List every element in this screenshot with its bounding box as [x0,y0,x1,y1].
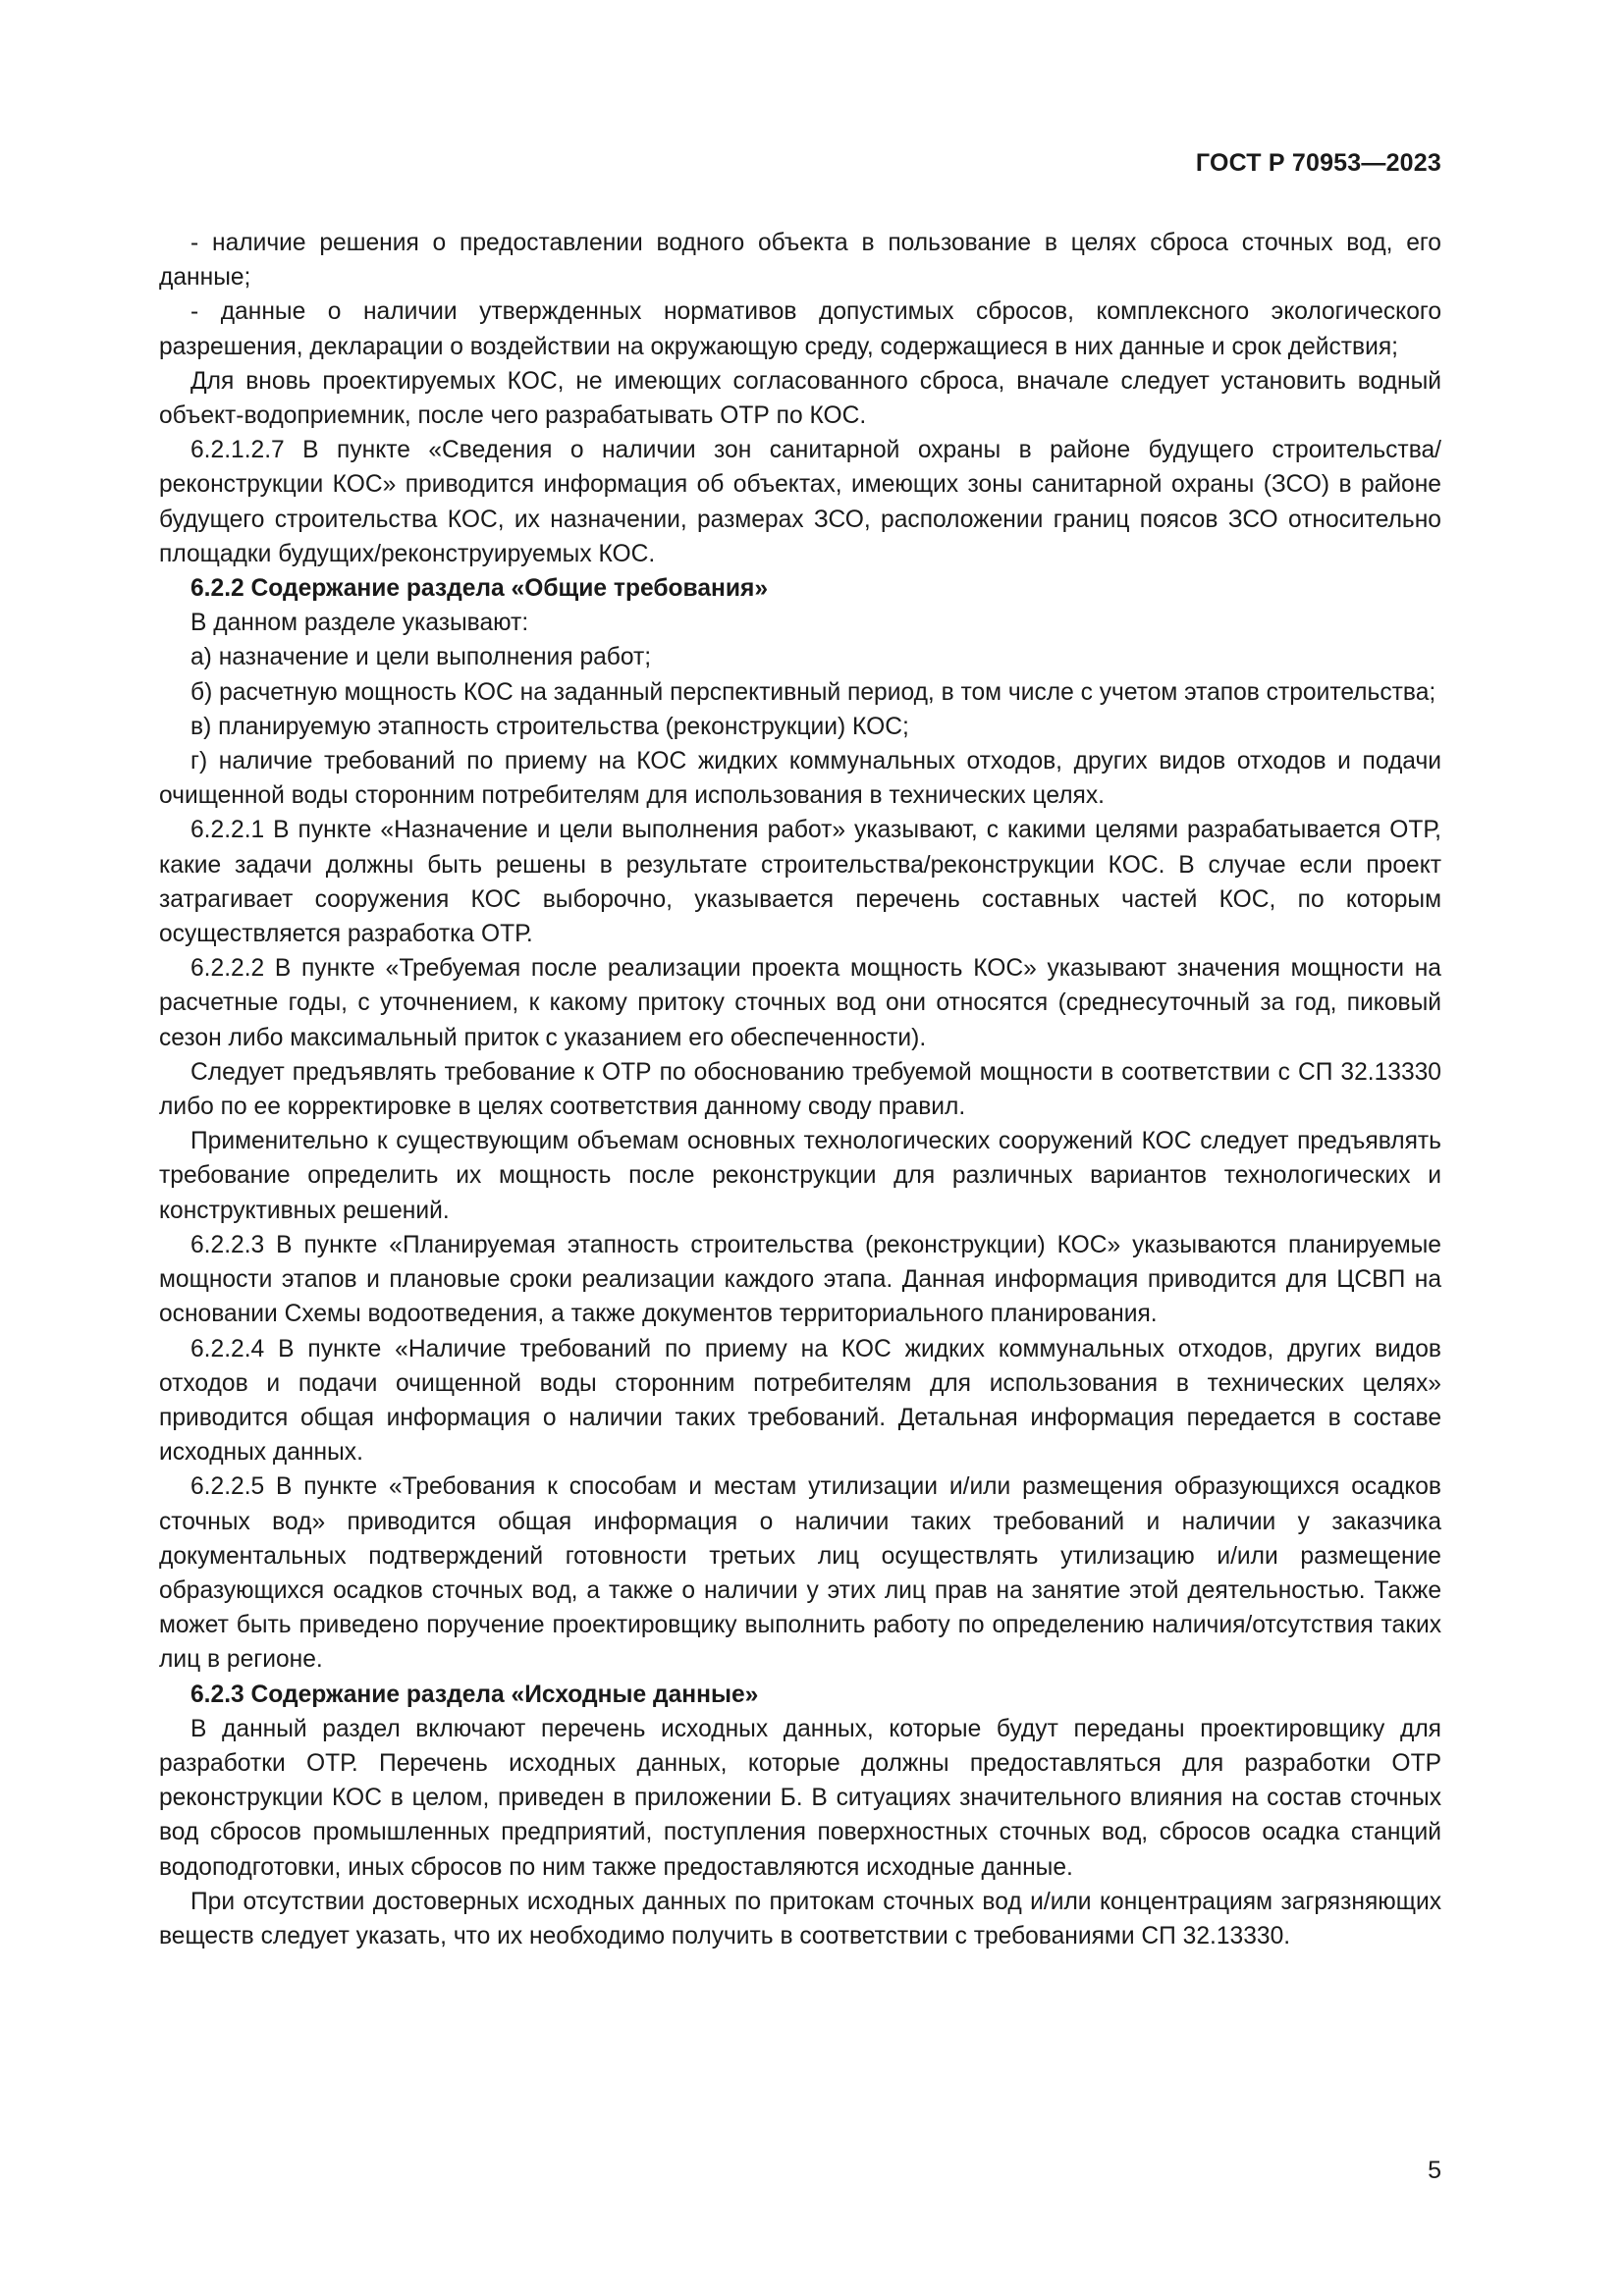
section-heading: 6.2.2 Содержание раздела «Общие требования» [190,575,769,603]
paragraph: 6.2.2.4 В пункте «Наличие требований по приему на КОС жидких коммунальных отходов, других видов отходов и подачи очищенной воды сторонним потребителям для использования в технических целях» приводится общая информация о наличии таких требований. Детальная информация передается в составе исходных данных. [159,1335,1441,1467]
list-item: г) наличие требований по приему на КОС жидких коммунальных отходов, других видов отходов и подачи очищенной воды сторонним потребителям для использования в технических целях. [159,748,1441,810]
paragraph: При отсутствии достоверных исходных данных по притокам сточных вод и/или концентрациям загрязняющих веществ следует указать, что их необходимо получить в соответствии с требованиями СП 32.13330. [159,1888,1441,1949]
paragraph: В данном разделе указывают: [190,610,529,637]
paragraph: 6.2.2.5 В пункте «Требования к способам и местам утилизации и/или размещения образующихся осадков сточных вод» приводится общая информация о наличии таких требований и наличии у заказчика документальных подтверждений готовности третьих лиц осуществлять утилизацию и/или размещение образующихся осадков сточных вод, а также о наличии у этих лиц прав на занятие этой деятельностью. Также может быть приведено поручение проектировщику выполнить работу по определению наличия/отсутствия таких лиц в регионе. [159,1473,1441,1674]
list-item: в) планируемую этапность строительства (реконструкции) КОС; [190,713,909,740]
section-heading: 6.2.3 Содержание раздела «Исходные данные» [190,1681,759,1708]
document-code-header: ГОСТ Р 70953—2023 [1195,149,1441,177]
paragraph: Следует предъявлять требование к ОТР по обоснованию требуемой мощности в соответствии с СП 32.13330 либо по ее корректировке в целях соответствия данному своду правил. [159,1058,1441,1121]
paragraph: - данные о наличии утвержденных нормативов допустимых сбросов, комплексного экологического разрешения, декларации о воздействии на окружающую среду, содержащиеся в них данные и срок действия; [159,298,1441,360]
paragraph: В данный раздел включают перечень исходных данных, которые будут переданы проектировщику для разработки ОТР. Перечень исходных данных, которые должны предоставляться для разработки ОТР реконструкции КОС в целом, приведен в приложении Б. В ситуациях значительного влияния на состав сточных вод сбросов промышленных предприятий, поступления поверхностных сточных вод, сбросов осадка станций водоподготовки, иных сбросов по ним также предоставляются исходные данные. [159,1715,1441,1881]
paragraph: Применительно к существующим объемам основных технологических сооружений КОС следует предъявлять требование определить их мощность после реконструкции для различных вариантов технологических и конструктивных решений. [159,1128,1441,1224]
paragraph: 6.2.2.3 В пункте «Планируемая этапность строительства (реконструкции) КОС» указываются планируемые мощности этапов и плановые сроки реализации каждого этапа. Данная информация приводится для ЦСВП на основании Схемы водоотведения, а также документов территориального планирования. [159,1231,1441,1328]
paragraph: 6.2.2.2 В пункте «Требуемая после реализации проекта мощность КОС» указывают значения мощности на расчетные годы, с уточнением, к какому притоку сточных вод они относятся (среднесуточный за год, пиковый сезон либо максимальный приток с указанием его обеспеченности). [159,955,1441,1051]
paragraph: - наличие решения о предоставлении водного объекта в пользование в целях сброса сточных вод, его данные; [159,230,1441,292]
page-number: 5 [1428,2157,1441,2184]
paragraph: 6.2.1.2.7 В пункте «Сведения о наличии зон санитарной охраны в районе будущего строительства/ реконструкции КОС» приводится информация об объектах, имеющих зоны санитарной охраны (ЗСО) в районе будущего строительства КОС, их назначении, размерах ЗСО, расположении границ поясов ЗСО относительно площадки будущих/реконструируемых КОС. [159,437,1441,567]
list-item: б) расчетную мощность КОС на заданный перспективный период, в том числе с учетом этапов строительства; [190,678,1436,706]
list-item: а) назначение и цели выполнения работ; [190,644,652,671]
paragraph: 6.2.2.1 В пункте «Назначение и цели выполнения работ» указывают, с какими целями разрабатывается ОТР, какие задачи должны быть решены в результате строительства/реконструкции КОС. В случае если проект затрагивает сооружения КОС выборочно, указывается перечень составных частей КОС, по которым осуществляется разработка ОТР. [159,817,1441,948]
document-body [159,226,1441,1953]
paragraph: Для вновь проектируемых КОС, не имеющих согласованного сброса, вначале следует установить водный объект-водоприемник, после чего разрабатывать ОТР по КОС. [159,367,1441,430]
